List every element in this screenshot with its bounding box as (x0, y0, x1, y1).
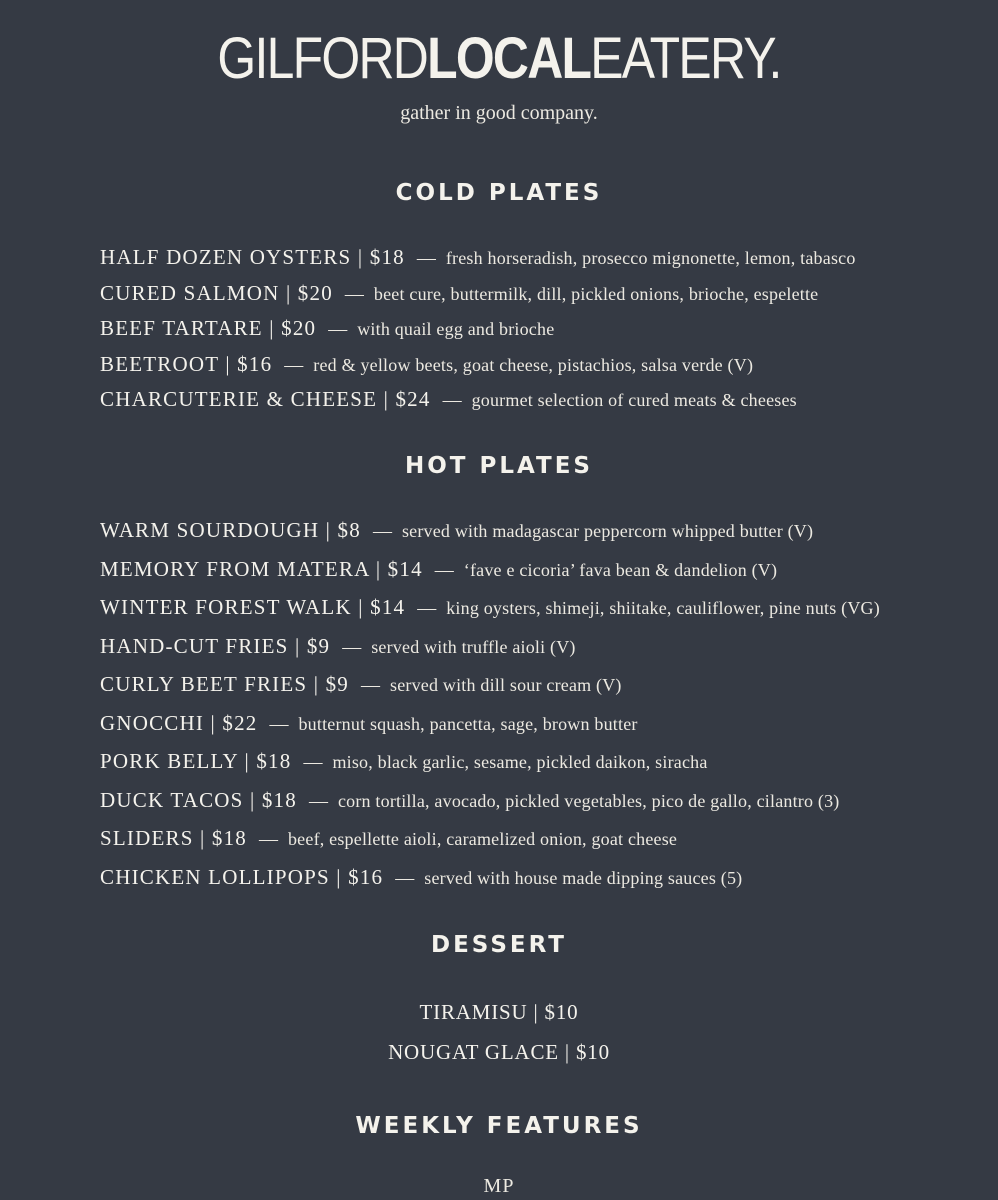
item-name: BEETROOT | $16 (100, 351, 273, 376)
restaurant-logo (70, 28, 928, 90)
separator: — (361, 675, 380, 696)
item-name: HALF DOZEN OYSTERS | $18 (100, 245, 405, 269)
item-name: PORK BELLY | $18 (100, 749, 292, 773)
item-name: CURLY BEET FRIES | $9 (100, 672, 349, 696)
item-description: king oysters, shimeji, shiitake, cauliflower, pine nuts (VG) (446, 598, 880, 618)
section-title-cold-plates: COLD PLATES (395, 180, 603, 206)
item-description: butternut squash, pancetta, sage, brown butter (298, 713, 638, 734)
menu-item (100, 627, 980, 666)
logo-word-local: LOCAL (427, 26, 591, 91)
tagline: gather in good company. (400, 102, 598, 124)
item-name: WARM SOURDOUGH | $8 (100, 518, 361, 542)
separator: — (442, 390, 462, 411)
item-name: CHICKEN LOLLIPOPS | $16 (100, 864, 384, 889)
item-name: BEEF TARTARE | $20 (100, 316, 317, 340)
item-description: beef, espellette aioli, caramelized onion, goat cheese (287, 829, 678, 849)
item-name: CURED SALMON | $20 (100, 280, 333, 305)
separator: — (269, 713, 289, 735)
separator: — (258, 829, 278, 850)
logo-word-gilford: GILFORD (217, 26, 428, 91)
item-name: WINTER FOREST WALK | $14 (100, 595, 406, 619)
menu-item (100, 742, 980, 781)
item-name: DUCK TACOS | $18 (100, 787, 297, 812)
menu-item (100, 665, 980, 704)
menu-item (100, 858, 980, 897)
menu-item (100, 588, 980, 627)
separator: — (416, 248, 436, 269)
item-name: GNOCCHI | $22 (100, 710, 258, 735)
dessert-item: NOUGAT GLACE | $10 (388, 1040, 610, 1064)
menu-item (100, 819, 980, 858)
section-title-hot-plates: HOT PLATES (405, 453, 593, 479)
item-description: served with house made dipping sauces (5) (424, 867, 743, 888)
menu-item (100, 347, 980, 383)
item-name: CHARCUTERIE & CHEESE | $24 (100, 387, 431, 411)
menu-item (100, 276, 980, 312)
hot-plates-list (100, 511, 980, 896)
logo-word-eatery: EATERY. (590, 26, 781, 91)
item-description: ‘fave e cicoria’ fava bean & dandelion (V) (463, 559, 778, 580)
separator: — (372, 521, 392, 542)
separator: — (342, 636, 362, 658)
separator: — (417, 598, 437, 619)
item-name: HAND-CUT FRIES | $9 (100, 633, 331, 658)
menu-item (100, 550, 980, 589)
menu-item (100, 511, 980, 550)
separator: — (344, 283, 364, 305)
dessert-item: TIRAMISU | $10 (419, 1000, 579, 1024)
separator: — (303, 752, 323, 773)
item-name: SLIDERS | $18 (100, 826, 247, 850)
item-description: served with truffle aioli (V) (371, 636, 576, 657)
item-name: MEMORY FROM MATERA | $14 (100, 556, 423, 581)
item-description: served with dill sour cream (V) (390, 675, 622, 695)
dessert-list (0, 994, 998, 1074)
menu-item (100, 240, 980, 276)
item-description: served with madagascar peppercorn whipped butter (V) (401, 521, 814, 541)
separator: — (395, 867, 415, 889)
section-title-dessert: DESSERT (431, 932, 567, 958)
item-description: beet cure, buttermilk, dill, pickled onions, brioche, espelette (373, 283, 819, 304)
weekly-features-price: MP (483, 1175, 515, 1197)
separator: — (434, 559, 454, 581)
section-title-weekly-features: WEEKLY FEATURES (355, 1113, 643, 1139)
item-description: with quail egg and brioche (357, 319, 555, 339)
separator: — (284, 354, 304, 376)
cold-plates-list (100, 240, 980, 418)
item-description: corn tortilla, avocado, pickled vegetables, pico de gallo, cilantro (3) (337, 790, 840, 811)
item-description: red & yellow beets, goat cheese, pistachios, salsa verde (V) (313, 354, 754, 375)
menu-item (100, 311, 980, 347)
item-description: gourmet selection of cured meats & cheeses (471, 390, 797, 410)
item-description: miso, black garlic, sesame, pickled daikon, siracha (332, 752, 708, 772)
separator: — (308, 790, 328, 812)
separator: — (328, 319, 348, 340)
menu-item (100, 781, 980, 820)
item-description: fresh horseradish, prosecco mignonette, lemon, tabasco (445, 248, 856, 268)
menu-item (100, 704, 980, 743)
menu-item (100, 382, 980, 418)
